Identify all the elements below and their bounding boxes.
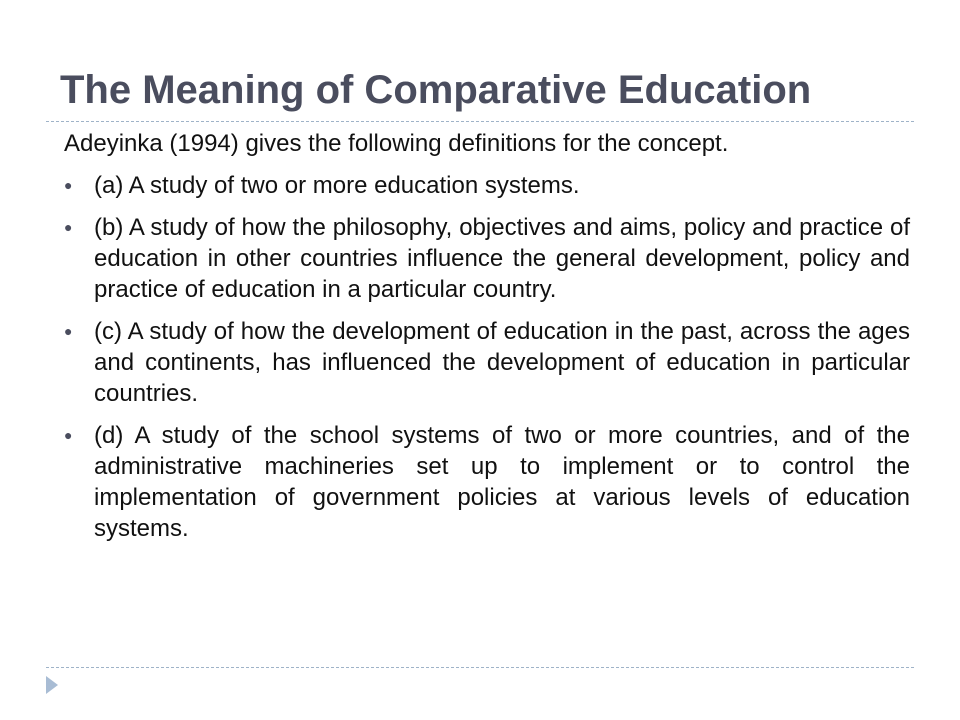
bullet-item-d: [64, 420, 910, 544]
bullet-dot-icon: ●: [64, 323, 73, 339]
bullet-item-c: [64, 316, 910, 409]
bullet-text-a: (a) A study of two or more education systems.: [94, 172, 580, 199]
slide-body: [64, 128, 910, 555]
bullet-text-c: (c) A study of how the development of education in the past, across the ages and continents, has influenced the development of education in particular countries.: [94, 318, 910, 407]
intro-paragraph: Adeyinka (1994) gives the following definitions for the concept.: [64, 130, 729, 157]
bullet-text-b: (b) A study of how the philosophy, objectives and aims, policy and practice of education in other countries influence the general development, policy and practice of education in a particular country.: [94, 214, 910, 303]
right-triangle-arrow-icon: [46, 676, 58, 694]
bullet-dot-icon: ●: [64, 427, 73, 443]
footer-divider: [46, 667, 914, 668]
slide-title: The Meaning of Comparative Education: [60, 68, 812, 112]
bullet-dot-icon: ●: [64, 177, 73, 193]
bullet-dot-icon: ●: [64, 219, 73, 235]
bullet-item-a: [64, 170, 910, 201]
bullet-text-d: (d) A study of the school systems of two or more countries, and of the administrative machineries set up to implement or to control the implementation of government policies at various levels of education systems.: [94, 422, 910, 542]
title-divider: [46, 121, 914, 122]
bullet-item-b: [64, 212, 910, 305]
